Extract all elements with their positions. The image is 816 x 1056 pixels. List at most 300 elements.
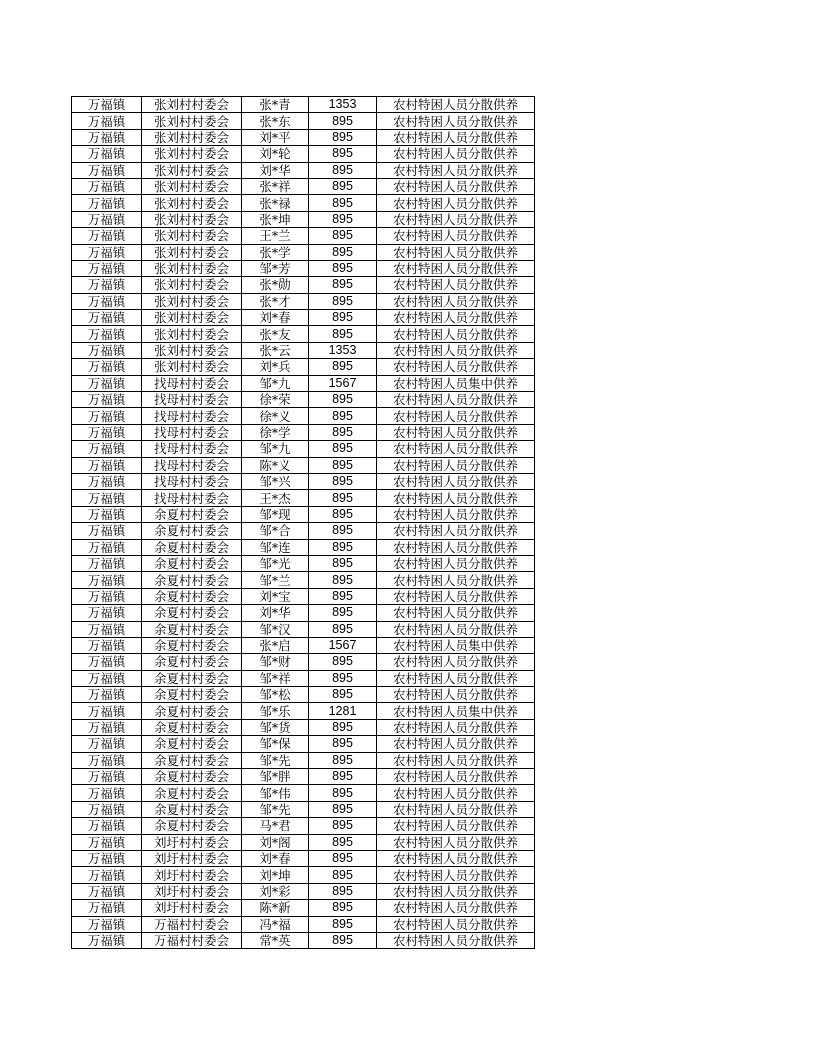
name-cell: 邹*兴 xyxy=(242,473,309,489)
amount-cell: 1353 xyxy=(309,342,377,358)
table-row xyxy=(72,244,535,260)
village-committee-cell: 找母村村委会 xyxy=(142,408,242,424)
table-row xyxy=(72,260,535,276)
table-row xyxy=(72,572,535,588)
category-cell: 农村特困人员分散供养 xyxy=(377,769,535,785)
amount-cell: 895 xyxy=(309,654,377,670)
village-committee-cell: 张刘村村委会 xyxy=(142,211,242,227)
town-cell: 万福镇 xyxy=(72,326,142,342)
category-cell: 农村特困人员分散供养 xyxy=(377,146,535,162)
amount-cell: 895 xyxy=(309,113,377,129)
town-cell: 万福镇 xyxy=(72,769,142,785)
amount-cell: 895 xyxy=(309,752,377,768)
town-cell: 万福镇 xyxy=(72,588,142,604)
village-committee-cell: 余夏村村委会 xyxy=(142,785,242,801)
table-row xyxy=(72,654,535,670)
name-cell: 邹*连 xyxy=(242,539,309,555)
category-cell: 农村特困人员分散供养 xyxy=(377,801,535,817)
table-row xyxy=(72,588,535,604)
town-cell: 万福镇 xyxy=(72,539,142,555)
village-committee-cell: 余夏村村委会 xyxy=(142,801,242,817)
name-cell: 刘*阁 xyxy=(242,834,309,850)
village-committee-cell: 张刘村村委会 xyxy=(142,293,242,309)
name-cell: 徐*义 xyxy=(242,408,309,424)
village-committee-cell: 余夏村村委会 xyxy=(142,703,242,719)
category-cell: 农村特困人员分散供养 xyxy=(377,178,535,194)
amount-cell: 1567 xyxy=(309,375,377,391)
category-cell: 农村特困人员分散供养 xyxy=(377,687,535,703)
table-row xyxy=(72,621,535,637)
town-cell: 万福镇 xyxy=(72,113,142,129)
table-row xyxy=(72,473,535,489)
amount-cell: 895 xyxy=(309,244,377,260)
village-committee-cell: 余夏村村委会 xyxy=(142,588,242,604)
name-cell: 邹*财 xyxy=(242,654,309,670)
town-cell: 万福镇 xyxy=(72,129,142,145)
town-cell: 万福镇 xyxy=(72,703,142,719)
amount-cell: 895 xyxy=(309,473,377,489)
table-row xyxy=(72,162,535,178)
name-cell: 邹*胖 xyxy=(242,769,309,785)
table-row xyxy=(72,883,535,899)
village-committee-cell: 余夏村村委会 xyxy=(142,637,242,653)
table-row xyxy=(72,490,535,506)
town-cell: 万福镇 xyxy=(72,162,142,178)
category-cell: 农村特困人员分散供养 xyxy=(377,490,535,506)
amount-cell: 895 xyxy=(309,506,377,522)
amount-cell: 895 xyxy=(309,228,377,244)
category-cell: 农村特困人员分散供养 xyxy=(377,310,535,326)
category-cell: 农村特困人员分散供养 xyxy=(377,605,535,621)
amount-cell: 895 xyxy=(309,801,377,817)
name-cell: 刘*宝 xyxy=(242,588,309,604)
village-committee-cell: 余夏村村委会 xyxy=(142,621,242,637)
table-row xyxy=(72,211,535,227)
village-committee-cell: 余夏村村委会 xyxy=(142,654,242,670)
category-cell: 农村特困人员分散供养 xyxy=(377,867,535,883)
table-row xyxy=(72,113,535,129)
town-cell: 万福镇 xyxy=(72,490,142,506)
amount-cell: 895 xyxy=(309,539,377,555)
category-cell: 农村特困人员分散供养 xyxy=(377,506,535,522)
village-committee-cell: 张刘村村委会 xyxy=(142,260,242,276)
town-cell: 万福镇 xyxy=(72,654,142,670)
town-cell: 万福镇 xyxy=(72,916,142,932)
town-cell: 万福镇 xyxy=(72,441,142,457)
village-committee-cell: 万福村村委会 xyxy=(142,916,242,932)
amount-cell: 895 xyxy=(309,195,377,211)
village-committee-cell: 余夏村村委会 xyxy=(142,818,242,834)
amount-cell: 895 xyxy=(309,687,377,703)
town-cell: 万福镇 xyxy=(72,605,142,621)
name-cell: 陈*新 xyxy=(242,900,309,916)
name-cell: 张*才 xyxy=(242,293,309,309)
category-cell: 农村特困人员分散供养 xyxy=(377,883,535,899)
name-cell: 张*启 xyxy=(242,637,309,653)
category-cell: 农村特困人员分散供养 xyxy=(377,752,535,768)
town-cell: 万福镇 xyxy=(72,342,142,358)
town-cell: 万福镇 xyxy=(72,260,142,276)
amount-cell: 895 xyxy=(309,867,377,883)
town-cell: 万福镇 xyxy=(72,211,142,227)
name-cell: 邹*先 xyxy=(242,801,309,817)
town-cell: 万福镇 xyxy=(72,883,142,899)
table-row xyxy=(72,97,535,113)
amount-cell: 895 xyxy=(309,605,377,621)
table-row xyxy=(72,129,535,145)
village-committee-cell: 找母村村委会 xyxy=(142,441,242,457)
table-body xyxy=(72,97,535,949)
table-row xyxy=(72,408,535,424)
amount-cell: 895 xyxy=(309,457,377,473)
category-cell: 农村特困人员分散供养 xyxy=(377,113,535,129)
town-cell: 万福镇 xyxy=(72,900,142,916)
town-cell: 万福镇 xyxy=(72,506,142,522)
amount-cell: 895 xyxy=(309,572,377,588)
table-row xyxy=(72,293,535,309)
village-committee-cell: 张刘村村委会 xyxy=(142,342,242,358)
table-row xyxy=(72,850,535,866)
table-row xyxy=(72,506,535,522)
table-row xyxy=(72,342,535,358)
amount-cell: 895 xyxy=(309,785,377,801)
table-row xyxy=(72,277,535,293)
town-cell: 万福镇 xyxy=(72,719,142,735)
village-committee-cell: 余夏村村委会 xyxy=(142,605,242,621)
name-cell: 邹*伟 xyxy=(242,785,309,801)
amount-cell: 895 xyxy=(309,260,377,276)
category-cell: 农村特困人员分散供养 xyxy=(377,424,535,440)
name-cell: 刘*春 xyxy=(242,310,309,326)
village-committee-cell: 找母村村委会 xyxy=(142,424,242,440)
town-cell: 万福镇 xyxy=(72,359,142,375)
village-committee-cell: 张刘村村委会 xyxy=(142,310,242,326)
village-committee-cell: 找母村村委会 xyxy=(142,490,242,506)
amount-cell: 895 xyxy=(309,850,377,866)
table-row xyxy=(72,818,535,834)
village-committee-cell: 余夏村村委会 xyxy=(142,687,242,703)
table-row xyxy=(72,539,535,555)
town-cell: 万福镇 xyxy=(72,736,142,752)
table-row xyxy=(72,146,535,162)
village-committee-cell: 万福村村委会 xyxy=(142,932,242,948)
amount-cell: 895 xyxy=(309,588,377,604)
village-committee-cell: 张刘村村委会 xyxy=(142,244,242,260)
name-cell: 张*青 xyxy=(242,97,309,113)
category-cell: 农村特困人员集中供养 xyxy=(377,637,535,653)
town-cell: 万福镇 xyxy=(72,195,142,211)
amount-cell: 895 xyxy=(309,900,377,916)
category-cell: 农村特困人员分散供养 xyxy=(377,195,535,211)
category-cell: 农村特困人员分散供养 xyxy=(377,834,535,850)
town-cell: 万福镇 xyxy=(72,801,142,817)
name-cell: 邹*松 xyxy=(242,687,309,703)
village-committee-cell: 张刘村村委会 xyxy=(142,326,242,342)
name-cell: 邹*合 xyxy=(242,523,309,539)
name-cell: 刘*轮 xyxy=(242,146,309,162)
name-cell: 刘*兵 xyxy=(242,359,309,375)
village-committee-cell: 余夏村村委会 xyxy=(142,506,242,522)
amount-cell: 895 xyxy=(309,178,377,194)
village-committee-cell: 余夏村村委会 xyxy=(142,572,242,588)
village-committee-cell: 张刘村村委会 xyxy=(142,162,242,178)
category-cell: 农村特困人员分散供养 xyxy=(377,555,535,571)
town-cell: 万福镇 xyxy=(72,228,142,244)
category-cell: 农村特困人员分散供养 xyxy=(377,211,535,227)
name-cell: 刘*平 xyxy=(242,129,309,145)
table-row xyxy=(72,900,535,916)
name-cell: 邹*乐 xyxy=(242,703,309,719)
name-cell: 马*君 xyxy=(242,818,309,834)
table-row xyxy=(72,752,535,768)
amount-cell: 1281 xyxy=(309,703,377,719)
name-cell: 邹*兰 xyxy=(242,572,309,588)
town-cell: 万福镇 xyxy=(72,834,142,850)
village-committee-cell: 找母村村委会 xyxy=(142,457,242,473)
town-cell: 万福镇 xyxy=(72,424,142,440)
village-committee-cell: 刘圩村村委会 xyxy=(142,867,242,883)
name-cell: 张*东 xyxy=(242,113,309,129)
name-cell: 邹*汉 xyxy=(242,621,309,637)
name-cell: 徐*学 xyxy=(242,424,309,440)
category-cell: 农村特困人员分散供养 xyxy=(377,129,535,145)
table-row xyxy=(72,310,535,326)
village-committee-cell: 张刘村村委会 xyxy=(142,277,242,293)
amount-cell: 895 xyxy=(309,211,377,227)
name-cell: 邹*芳 xyxy=(242,260,309,276)
village-committee-cell: 余夏村村委会 xyxy=(142,752,242,768)
amount-cell: 895 xyxy=(309,834,377,850)
name-cell: 张*禄 xyxy=(242,195,309,211)
town-cell: 万福镇 xyxy=(72,752,142,768)
village-committee-cell: 刘圩村村委会 xyxy=(142,883,242,899)
amount-cell: 895 xyxy=(309,555,377,571)
amount-cell: 895 xyxy=(309,162,377,178)
category-cell: 农村特困人员分散供养 xyxy=(377,932,535,948)
amount-cell: 895 xyxy=(309,326,377,342)
category-cell: 农村特困人员分散供养 xyxy=(377,588,535,604)
town-cell: 万福镇 xyxy=(72,555,142,571)
amount-cell: 895 xyxy=(309,441,377,457)
table-row xyxy=(72,359,535,375)
village-committee-cell: 余夏村村委会 xyxy=(142,769,242,785)
name-cell: 刘*彩 xyxy=(242,883,309,899)
category-cell: 农村特困人员分散供养 xyxy=(377,441,535,457)
amount-cell: 895 xyxy=(309,310,377,326)
village-committee-cell: 余夏村村委会 xyxy=(142,555,242,571)
table-row xyxy=(72,637,535,653)
category-cell: 农村特困人员集中供养 xyxy=(377,703,535,719)
amount-cell: 895 xyxy=(309,719,377,735)
name-cell: 刘*华 xyxy=(242,162,309,178)
category-cell: 农村特困人员分散供养 xyxy=(377,162,535,178)
category-cell: 农村特困人员分散供养 xyxy=(377,244,535,260)
category-cell: 农村特困人员分散供养 xyxy=(377,900,535,916)
town-cell: 万福镇 xyxy=(72,867,142,883)
name-cell: 邹*先 xyxy=(242,752,309,768)
category-cell: 农村特困人员分散供养 xyxy=(377,850,535,866)
table-row xyxy=(72,736,535,752)
amount-cell: 895 xyxy=(309,359,377,375)
village-committee-cell: 刘圩村村委会 xyxy=(142,850,242,866)
village-committee-cell: 找母村村委会 xyxy=(142,392,242,408)
table-row xyxy=(72,392,535,408)
village-committee-cell: 张刘村村委会 xyxy=(142,146,242,162)
village-committee-cell: 张刘村村委会 xyxy=(142,129,242,145)
amount-cell: 895 xyxy=(309,523,377,539)
category-cell: 农村特困人员分散供养 xyxy=(377,670,535,686)
category-cell: 农村特困人员分散供养 xyxy=(377,736,535,752)
name-cell: 张*祥 xyxy=(242,178,309,194)
table-row xyxy=(72,605,535,621)
village-committee-cell: 张刘村村委会 xyxy=(142,97,242,113)
name-cell: 冯*福 xyxy=(242,916,309,932)
village-committee-cell: 余夏村村委会 xyxy=(142,539,242,555)
town-cell: 万福镇 xyxy=(72,621,142,637)
amount-cell: 895 xyxy=(309,736,377,752)
category-cell: 农村特困人员分散供养 xyxy=(377,342,535,358)
name-cell: 刘*华 xyxy=(242,605,309,621)
category-cell: 农村特困人员集中供养 xyxy=(377,375,535,391)
category-cell: 农村特困人员分散供养 xyxy=(377,916,535,932)
table-row xyxy=(72,703,535,719)
town-cell: 万福镇 xyxy=(72,523,142,539)
amount-cell: 895 xyxy=(309,883,377,899)
town-cell: 万福镇 xyxy=(72,457,142,473)
table-row xyxy=(72,441,535,457)
table-row xyxy=(72,228,535,244)
amount-cell: 895 xyxy=(309,277,377,293)
category-cell: 农村特困人员分散供养 xyxy=(377,473,535,489)
table-row xyxy=(72,424,535,440)
village-committee-cell: 张刘村村委会 xyxy=(142,113,242,129)
name-cell: 张*友 xyxy=(242,326,309,342)
name-cell: 张*坤 xyxy=(242,211,309,227)
category-cell: 农村特困人员分散供养 xyxy=(377,785,535,801)
village-committee-cell: 刘圩村村委会 xyxy=(142,834,242,850)
name-cell: 刘*坤 xyxy=(242,867,309,883)
table-row xyxy=(72,801,535,817)
name-cell: 张*学 xyxy=(242,244,309,260)
table-row xyxy=(72,457,535,473)
amount-cell: 895 xyxy=(309,916,377,932)
amount-cell: 895 xyxy=(309,621,377,637)
name-cell: 王*兰 xyxy=(242,228,309,244)
category-cell: 农村特困人员分散供养 xyxy=(377,408,535,424)
category-cell: 农村特困人员分散供养 xyxy=(377,654,535,670)
town-cell: 万福镇 xyxy=(72,637,142,653)
table-row xyxy=(72,178,535,194)
town-cell: 万福镇 xyxy=(72,178,142,194)
village-committee-cell: 余夏村村委会 xyxy=(142,523,242,539)
town-cell: 万福镇 xyxy=(72,818,142,834)
town-cell: 万福镇 xyxy=(72,408,142,424)
table-row xyxy=(72,785,535,801)
town-cell: 万福镇 xyxy=(72,572,142,588)
town-cell: 万福镇 xyxy=(72,687,142,703)
amount-cell: 895 xyxy=(309,293,377,309)
village-committee-cell: 张刘村村委会 xyxy=(142,195,242,211)
table-row xyxy=(72,375,535,391)
amount-cell: 1567 xyxy=(309,637,377,653)
village-committee-cell: 找母村村委会 xyxy=(142,473,242,489)
town-cell: 万福镇 xyxy=(72,293,142,309)
amount-cell: 895 xyxy=(309,932,377,948)
category-cell: 农村特困人员分散供养 xyxy=(377,228,535,244)
category-cell: 农村特困人员分散供养 xyxy=(377,818,535,834)
name-cell: 陈*义 xyxy=(242,457,309,473)
category-cell: 农村特困人员分散供养 xyxy=(377,293,535,309)
name-cell: 邹*九 xyxy=(242,441,309,457)
table-row xyxy=(72,670,535,686)
amount-cell: 895 xyxy=(309,129,377,145)
town-cell: 万福镇 xyxy=(72,310,142,326)
table-row xyxy=(72,195,535,211)
town-cell: 万福镇 xyxy=(72,392,142,408)
category-cell: 农村特困人员分散供养 xyxy=(377,457,535,473)
category-cell: 农村特困人员分散供养 xyxy=(377,539,535,555)
name-cell: 刘*春 xyxy=(242,850,309,866)
table-row xyxy=(72,687,535,703)
name-cell: 王*杰 xyxy=(242,490,309,506)
town-cell: 万福镇 xyxy=(72,277,142,293)
village-committee-cell: 余夏村村委会 xyxy=(142,736,242,752)
table-row xyxy=(72,719,535,735)
category-cell: 农村特困人员分散供养 xyxy=(377,97,535,113)
name-cell: 邹*九 xyxy=(242,375,309,391)
amount-cell: 895 xyxy=(309,670,377,686)
category-cell: 农村特困人员分散供养 xyxy=(377,719,535,735)
name-cell: 徐*荣 xyxy=(242,392,309,408)
town-cell: 万福镇 xyxy=(72,850,142,866)
town-cell: 万福镇 xyxy=(72,244,142,260)
table-row xyxy=(72,867,535,883)
town-cell: 万福镇 xyxy=(72,97,142,113)
table-row xyxy=(72,523,535,539)
category-cell: 农村特困人员分散供养 xyxy=(377,523,535,539)
village-committee-cell: 刘圩村村委会 xyxy=(142,900,242,916)
town-cell: 万福镇 xyxy=(72,670,142,686)
village-committee-cell: 余夏村村委会 xyxy=(142,719,242,735)
town-cell: 万福镇 xyxy=(72,785,142,801)
amount-cell: 895 xyxy=(309,392,377,408)
amount-cell: 895 xyxy=(309,769,377,785)
name-cell: 常*英 xyxy=(242,932,309,948)
assistance-table xyxy=(71,96,535,949)
table-row xyxy=(72,555,535,571)
name-cell: 邹*保 xyxy=(242,736,309,752)
village-committee-cell: 张刘村村委会 xyxy=(142,359,242,375)
amount-cell: 895 xyxy=(309,408,377,424)
town-cell: 万福镇 xyxy=(72,932,142,948)
village-committee-cell: 余夏村村委会 xyxy=(142,670,242,686)
name-cell: 邹*祥 xyxy=(242,670,309,686)
amount-cell: 895 xyxy=(309,146,377,162)
village-committee-cell: 张刘村村委会 xyxy=(142,228,242,244)
category-cell: 农村特困人员分散供养 xyxy=(377,359,535,375)
town-cell: 万福镇 xyxy=(72,375,142,391)
category-cell: 农村特困人员分散供养 xyxy=(377,392,535,408)
amount-cell: 895 xyxy=(309,424,377,440)
name-cell: 邹*光 xyxy=(242,555,309,571)
amount-cell: 1353 xyxy=(309,97,377,113)
town-cell: 万福镇 xyxy=(72,473,142,489)
name-cell: 张*云 xyxy=(242,342,309,358)
category-cell: 农村特困人员分散供养 xyxy=(377,277,535,293)
table-row xyxy=(72,326,535,342)
town-cell: 万福镇 xyxy=(72,146,142,162)
name-cell: 张*勋 xyxy=(242,277,309,293)
